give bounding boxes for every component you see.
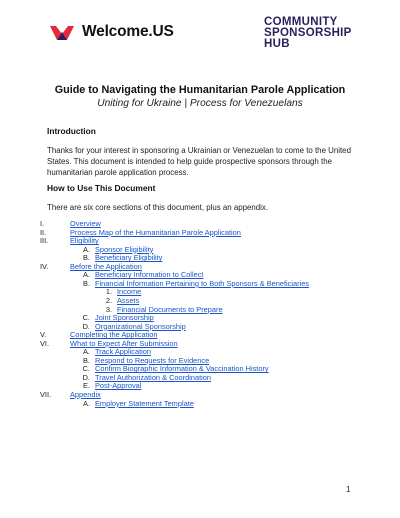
toc-marker: C. [82, 364, 90, 374]
toc-marker: 2. [105, 295, 112, 305]
toc-link[interactable]: Financial Information Pertaining to Both Sponsors & Beneficiaries [95, 278, 310, 288]
toc-marker: IV. [40, 261, 49, 271]
toc-marker: 1. [105, 287, 112, 297]
toc-link[interactable]: Before the Application [70, 261, 142, 271]
toc-marker: B. [83, 278, 90, 288]
toc-link[interactable]: Joint Sponsorship [95, 313, 154, 323]
toc-link[interactable]: Employer Statement Template [95, 398, 194, 408]
intro-paragraph: Thanks for your interest in sponsoring a Ukrainian or Venezuelan to come to the United States. This document is intended to help guide prospective sponsors through the humanitarian parole application process. [47, 146, 351, 177]
hub-logo-line: SPONSORSHIP [264, 27, 352, 39]
toc-marker: C. [82, 313, 90, 323]
brand-name: Welcome.US [82, 23, 174, 40]
intro-heading: Introduction [47, 126, 96, 136]
toc-marker: D. [82, 372, 90, 382]
toc-link[interactable]: Sponsor Eligibility [95, 244, 154, 254]
toc-link[interactable]: What to Expect After Submission [70, 338, 178, 348]
toc-marker: A. [83, 244, 90, 254]
page-header [0, 0, 400, 60]
toc-marker: II. [40, 227, 47, 237]
toc-link[interactable]: Confirm Biographic Information & Vaccination History [95, 364, 269, 374]
toc-link[interactable]: Appendix [70, 390, 101, 399]
welcome-us-logo [48, 22, 174, 42]
toc-marker: A. [83, 347, 90, 357]
hub-logo-line: COMMUNITY [264, 16, 338, 28]
toc-marker: B. [83, 355, 90, 365]
document-title: Guide to Navigating the Humanitarian Parole Application [54, 84, 346, 96]
toc-marker: I. [40, 219, 45, 228]
toc-link[interactable]: Financial Documents to Prepare [117, 304, 223, 314]
toc-link[interactable]: Process Map of the Humanitarian Parole Application [70, 227, 241, 237]
toc-link[interactable]: Beneficiary Information to Collect [95, 270, 204, 280]
howto-heading: How to Use This Document [47, 183, 156, 193]
toc-link[interactable]: Overview [70, 219, 101, 228]
toc-link[interactable]: Respond to Requests for Evidence [95, 355, 210, 365]
toc-link[interactable]: Completing the Application [70, 330, 158, 340]
title-block [0, 84, 400, 109]
welcome-heart-icon [48, 22, 76, 42]
toc-marker: E. [83, 381, 90, 391]
howto-paragraph: There are six core sections of this document, plus an appendix. [47, 203, 269, 212]
toc-link[interactable]: Beneficiary Eligibility [95, 253, 163, 263]
toc-link[interactable]: Track Application [95, 347, 152, 357]
toc-marker: VII. [40, 390, 52, 399]
toc-link[interactable]: Income [117, 287, 142, 297]
toc-marker: III. [40, 236, 49, 246]
page-number: 1 [346, 485, 351, 494]
toc-marker: 3. [105, 304, 112, 314]
toc-link[interactable]: Post-Approval [95, 381, 142, 391]
toc-marker: A. [83, 270, 90, 280]
toc-marker: D. [82, 321, 90, 331]
toc-marker: B. [83, 253, 90, 263]
toc-marker: VI. [40, 338, 50, 348]
hub-logo-line: HUB [264, 38, 290, 50]
toc-marker: V. [40, 330, 47, 340]
toc-link[interactable]: Eligibility [70, 236, 99, 246]
toc-link[interactable]: Organizational Sponsorship [95, 321, 186, 331]
toc-marker: A. [83, 398, 90, 408]
toc-link[interactable]: Travel Authorization & Coordination [95, 372, 211, 382]
community-sponsorship-hub-logo [264, 17, 352, 50]
document-subtitle: Uniting for Ukraine | Process for Venezuelans [97, 98, 303, 109]
toc-link[interactable]: Assets [117, 295, 140, 305]
